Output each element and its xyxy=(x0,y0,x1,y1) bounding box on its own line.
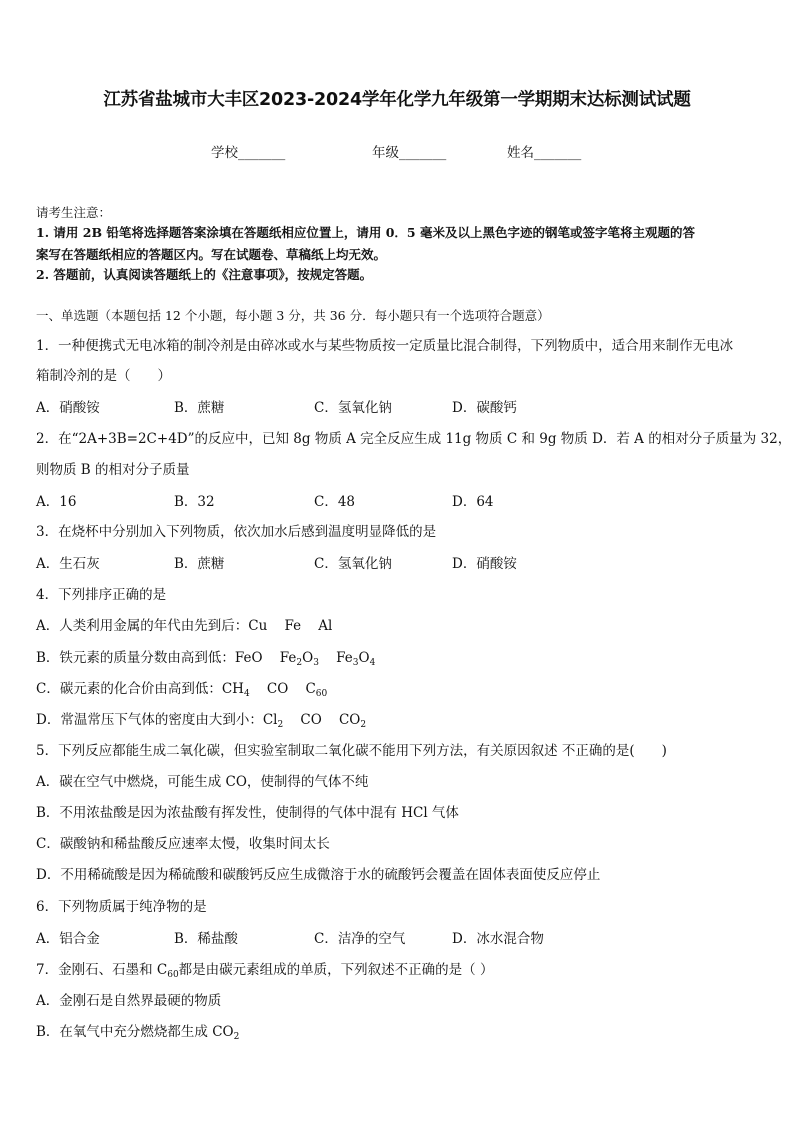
formula: Fe xyxy=(279,650,297,666)
q1-option-c[interactable]: C．氢氧化钠 xyxy=(314,400,392,416)
q7-option-b[interactable] xyxy=(36,1020,239,1040)
q3-option-d[interactable]: D．硝酸铵 xyxy=(452,556,517,572)
formula: Al xyxy=(318,618,333,634)
formula: Fe xyxy=(284,618,302,634)
subscript: 4 xyxy=(243,689,250,699)
q7-option-a[interactable]: A．金刚石是自然界最硬的物质 xyxy=(36,993,222,1009)
formula: CO xyxy=(300,712,322,728)
q6-option-c[interactable]: C．洁净的空气 xyxy=(314,931,406,947)
name-field[interactable]: 姓名_______ xyxy=(507,145,582,161)
section-heading: 一、单选题（本题包括 12 个小题，每小题 3 分，共 36 分．每小题只有一个选项符合题意） xyxy=(36,308,550,323)
q2-stem-line-1: 2．在“2A+3B=2C+4D”的反应中，已知 8g 物质 A 完全反应生成 11g 物质 C 和 9g 物质 D．若 A 的相对分子质量为 32， xyxy=(36,431,792,447)
q3-option-b[interactable]: B．蔗糖 xyxy=(174,556,225,572)
q2-option-b[interactable]: B．32 xyxy=(174,494,215,510)
q1-stem-line-1: 1．一种便携式无电冰箱的制冷剂是由碎冰或水与某些物质按一定质量比混合制得，下列物质中，适合用来制作无电冰 xyxy=(36,338,734,354)
q2-option-a[interactable]: A．16 xyxy=(36,494,77,510)
q4-b-prefix: B．铁元素的质量分数由高到低： xyxy=(36,650,235,666)
q7-stem xyxy=(36,958,493,978)
subscript: 60 xyxy=(315,689,328,699)
q5-stem: 5．下列反应都能生成二氧化碳，但实验室制取二氧化碳不能用下列方法，有关原因叙述 不正确的是( ) xyxy=(36,743,667,759)
formula: FeO xyxy=(234,650,263,666)
q5-option-b[interactable]: B．不用浓盐酸是因为浓盐酸有挥发性，使制得的气体中混有 HCl 气体 xyxy=(36,805,459,821)
page-title: 江苏省盐城市大丰区2023-2024学年化学九年级第一学期期末达标测试试题 xyxy=(103,90,691,110)
formula: Cu xyxy=(248,618,268,634)
q4-option-d[interactable] xyxy=(36,708,366,728)
q1-option-a[interactable]: A．硝酸铵 xyxy=(36,400,100,416)
formula: O xyxy=(302,650,314,666)
q4-option-c[interactable] xyxy=(36,677,327,697)
q3-stem: 3．在烧杯中分别加入下列物质，依次加水后感到温度明显降低的是 xyxy=(36,524,437,540)
q4-c-prefix: C．碳元素的化合价由高到低： xyxy=(36,681,222,697)
grade-field[interactable]: 年级_______ xyxy=(372,145,447,161)
subscript: 2 xyxy=(277,720,284,730)
q6-option-a[interactable]: A．铝合金 xyxy=(36,931,100,947)
q2-option-d[interactable]: D．64 xyxy=(452,494,494,510)
q4-d-prefix: D．常温常压下气体的密度由大到小： xyxy=(36,712,263,728)
formula: O xyxy=(358,650,370,666)
q6-stem: 6．下列物质属于纯净物的是 xyxy=(36,899,207,915)
q4-a-prefix: A．人类利用金属的年代由先到后： xyxy=(36,618,249,634)
q3-option-c[interactable]: C．氢氧化钠 xyxy=(314,556,392,572)
formula: CO xyxy=(338,712,361,728)
q7-b-text: B．在氧气中充分燃烧都生成 CO xyxy=(36,1024,234,1040)
q6-option-d[interactable]: D．冰水混合物 xyxy=(452,931,544,947)
q7-stem-pre: 7．金刚石、石墨和 C xyxy=(36,962,168,978)
subscript: 2 xyxy=(233,1032,240,1042)
formula: CO xyxy=(266,681,289,697)
formula: C xyxy=(305,681,316,697)
q4-option-b[interactable] xyxy=(36,646,375,666)
q5-option-c[interactable]: C．碳酸钠和稀盐酸反应速率太慢，收集时间太长 xyxy=(36,836,330,852)
q2-option-c[interactable]: C．48 xyxy=(314,494,356,510)
q5-option-a[interactable]: A．碳在空气中燃烧，可能生成 CO，使制得的气体不纯 xyxy=(36,774,369,790)
q3-option-a[interactable]: A．生石灰 xyxy=(36,556,100,572)
notice-heading: 请考生注意： xyxy=(36,205,112,220)
q1-option-d[interactable]: D．碳酸钙 xyxy=(452,400,517,416)
subscript: 2 xyxy=(296,658,303,668)
q1-stem-line-2: 箱制冷剂的是（ ） xyxy=(36,368,171,384)
q4-option-a[interactable] xyxy=(36,614,332,634)
q4-stem: 4．下列排序正确的是 xyxy=(36,587,167,603)
formula: Cl xyxy=(262,712,278,728)
subscript: 60 xyxy=(167,970,179,980)
q2-stem-line-2: 则物质 B 的相对分子质量 xyxy=(36,462,190,478)
subscript: 3 xyxy=(352,658,359,668)
notice-line-3: 2. 答题前，认真阅读答题纸上的《注意事项》，按规定答题。 xyxy=(36,267,373,282)
q6-option-b[interactable]: B．稀盐酸 xyxy=(174,931,238,947)
formula: CH xyxy=(221,681,244,697)
notice-line-1: 1. 请用 2B 铅笔将选择题答案涂填在答题纸相应位置上，请用 0．5 毫米及以上黑色字迹的钢笔或签字笔将主观题的答 xyxy=(36,225,695,240)
notice-line-2: 案写在答题纸相应的答题区内。写在试题卷、草稿纸上均无效。 xyxy=(36,247,387,262)
q1-option-b[interactable]: B．蔗糖 xyxy=(174,400,225,416)
q7-stem-post: 都是由碳元素组成的单质，下列叙述不正确的是（ ） xyxy=(178,962,494,978)
formula: Fe xyxy=(336,650,353,666)
subscript: 4 xyxy=(369,658,376,668)
subscript: 3 xyxy=(313,658,319,668)
subscript: 2 xyxy=(360,720,367,730)
school-field[interactable]: 学校_______ xyxy=(211,145,286,161)
q5-option-d[interactable]: D．不用稀硫酸是因为稀硫酸和碳酸钙反应生成微溶于水的硫酸钙会覆盖在固体表面使反应停止 xyxy=(36,867,601,883)
